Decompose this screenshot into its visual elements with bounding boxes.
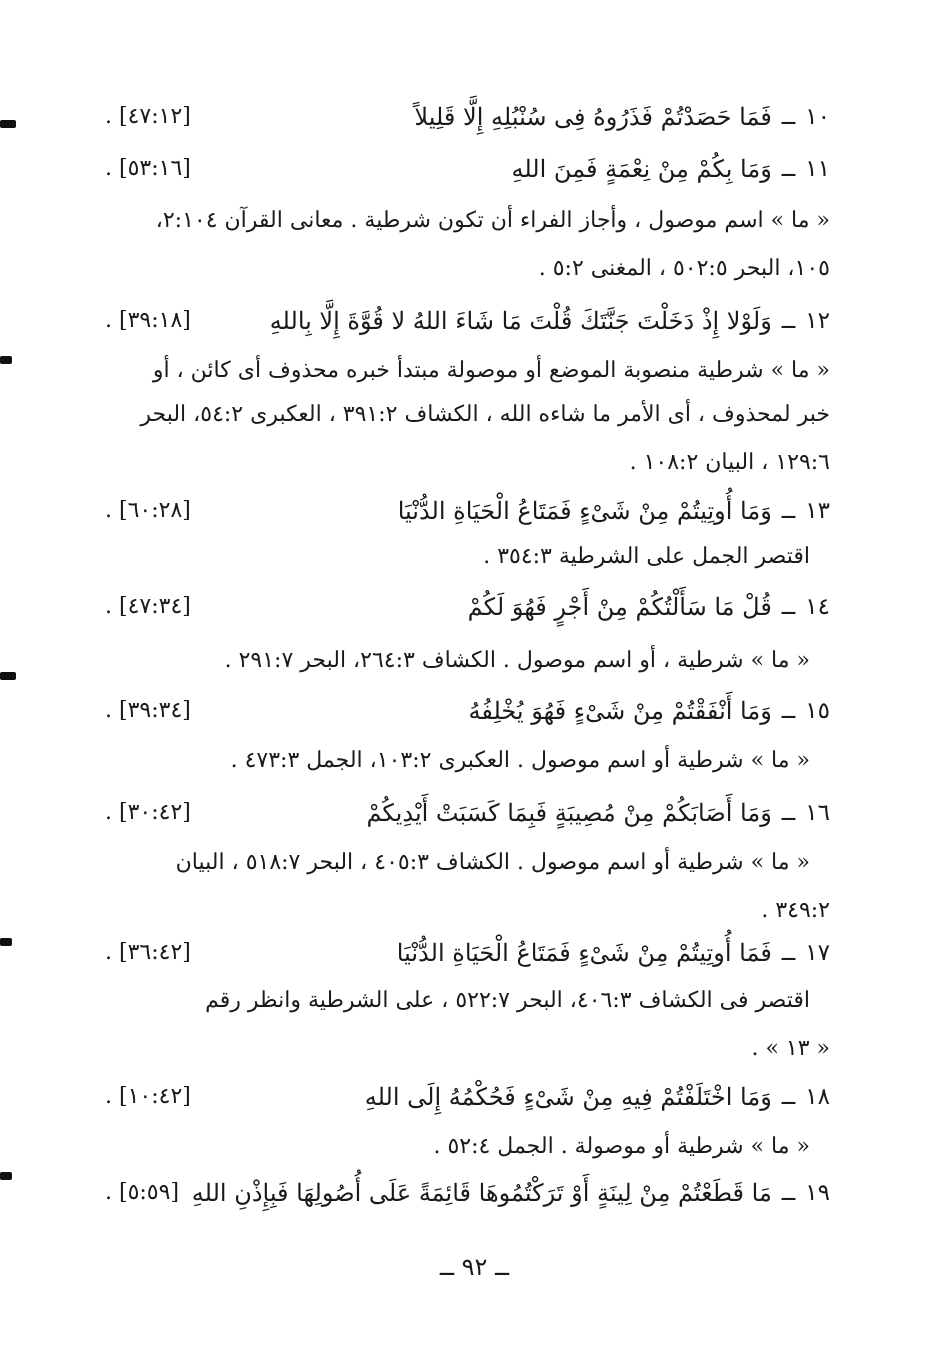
verse-dash: ــ xyxy=(781,104,796,130)
quran-text: فَمَا حَصَدْتُمْ فَذَرُوهُ فِى سُنْبُلِهِ إِلَّا قَلِيلاً xyxy=(414,103,772,131)
verse-number: ١٣ xyxy=(805,498,830,524)
verse-reference: [١٠:٤٢] . xyxy=(105,1084,191,1109)
commentary-line: « ما » اسم موصول ، وأجاز الفراء أن تكون شرطية . معانى القرآن ٢:١٠٤، xyxy=(155,208,830,233)
verse-dash: ــ xyxy=(781,698,796,724)
commentary-line: « ما » شرطية أو اسم موصول . الكشاف ٤٠٥:٣ ، البحر ٥١٨:٧ ، البيان xyxy=(175,850,810,875)
verse-dash: ــ xyxy=(781,156,796,182)
verse-line xyxy=(105,494,830,528)
verse-number: ١٩ xyxy=(805,1180,830,1206)
verse-dash: ــ xyxy=(781,800,796,826)
verse-line xyxy=(105,1080,830,1114)
quran-text: وَمَا أُوتِيتُمْ مِنْ شَىْءٍ فَمَتَاعُ الْحَيَاةِ الدُّنْيَا xyxy=(397,497,772,525)
margin-mark xyxy=(0,1172,12,1180)
commentary-line: « ما » شرطية أو موصولة . الجمل ٥٢:٤ . xyxy=(433,1134,810,1159)
verse-line xyxy=(105,694,830,728)
verse-dash: ــ xyxy=(781,940,796,966)
verse-line xyxy=(105,590,830,624)
commentary-line: اقتصر الجمل على الشرطية ٣٥٤:٣ . xyxy=(483,544,810,569)
page-number: ــ ٩٢ ــ xyxy=(439,1253,510,1281)
commentary-line: « ١٣ » . xyxy=(751,1036,830,1061)
verse-number: ١٠ xyxy=(805,104,830,130)
quran-text: وَلَوْلا إِذْ دَخَلْتَ جَنَّتَكَ قُلْتَ مَا شَاءَ اللهُ لا قُوَّةَ إِلَّا بِاللهِ xyxy=(269,307,772,335)
quran-text: وَمَا أَنْفَقْتُمْ مِنْ شَىْءٍ فَهُوَ يُخْلِفُهُ xyxy=(468,697,772,725)
commentary-line: « ما » شرطية ، أو اسم موصول . الكشاف ٢٦٤:٣، البحر ٢٩١:٧ . xyxy=(224,648,810,673)
verse-dash: ــ xyxy=(781,1180,796,1206)
commentary-line: ٣٤٩:٢ . xyxy=(761,898,830,923)
quran-text: مَا قَطَعْتُمْ مِنْ لِينَةٍ أَوْ تَرَكْتُمُوهَا قَائِمَةً عَلَى أُصُولِهَا فَبِإِذْنِ اللهِ xyxy=(191,1179,772,1207)
quran-text: قُلْ مَا سَأَلْتُكُمْ مِنْ أَجْرٍ فَهُوَ لَكُمْ xyxy=(467,593,772,621)
commentary-line: ١٢٩:٦ ، البيان ١٠٨:٢ . xyxy=(629,450,830,475)
verse-number: ١٦ xyxy=(805,800,830,826)
commentary-line: اقتصر فى الكشاف ٤٠٦:٣، البحر ٥٢٢:٧ ، على الشرطية وانظر رقم xyxy=(205,988,810,1013)
commentary-line: « ما » شرطية منصوبة الموضع أو موصولة مبتدأ خبره محذوف أى كائن ، أو xyxy=(152,358,830,383)
verse-dash: ــ xyxy=(781,308,796,334)
quran-text: وَمَا اخْتَلَفْتُمْ فِيهِ مِنْ شَىْءٍ فَحُكْمُهُ إِلَى اللهِ xyxy=(364,1083,772,1111)
verse-number: ١٢ xyxy=(805,308,830,334)
verse-number: ١٥ xyxy=(805,698,830,724)
verse-dash: ــ xyxy=(781,498,796,524)
verse-reference: [٤٧:٣٤] . xyxy=(105,594,191,619)
verse-reference: [٦٠:٢٨] . xyxy=(105,498,191,523)
margin-mark xyxy=(0,120,16,128)
verse-number: ١٨ xyxy=(805,1084,830,1110)
verse-reference: [٣٦:٤٢] . xyxy=(105,940,191,965)
verse-dash: ــ xyxy=(781,594,796,620)
verse-line xyxy=(105,796,830,830)
verse-number: ١١ xyxy=(805,156,830,182)
commentary-line: ١٠٥، البحر ٥٠٢:٥ ، المغنى ٥:٢ . xyxy=(538,256,830,281)
verse-reference: [٣٠:٤٢] . xyxy=(105,800,191,825)
verse-reference: [٣٩:١٨] . xyxy=(105,308,191,333)
verse-line xyxy=(105,304,830,338)
commentary-line: « ما » شرطية أو اسم موصول . العكبرى ١٠٣:٢، الجمل ٤٧٣:٣ . xyxy=(230,748,810,773)
verse-dash: ــ xyxy=(781,1084,796,1110)
margin-mark xyxy=(0,938,12,946)
verse-number: ١٤ xyxy=(805,594,830,620)
verse-reference: [٤٧:١٢] . xyxy=(105,104,191,129)
verse-reference: [٥٣:١٦] . xyxy=(105,156,191,181)
verse-line xyxy=(105,936,830,970)
verse-number: ١٧ xyxy=(805,940,830,966)
quran-text: وَمَا بِكُمْ مِنْ نِعْمَةٍ فَمِنَ اللهِ xyxy=(511,155,772,183)
margin-mark xyxy=(0,672,16,680)
verse-line xyxy=(105,100,830,134)
commentary-line: خبر لمحذوف ، أى الأمر ما شاءه الله ، الكشاف ٣٩١:٢ ، العكبرى ٥٤:٢، البحر xyxy=(140,402,830,427)
verse-line xyxy=(105,1176,830,1210)
verse-line xyxy=(105,152,830,186)
verse-reference: [٥:٥٩] . xyxy=(105,1180,180,1205)
quran-text: فَمَا أُوتِيتُمْ مِنْ شَىْءٍ فَمَتَاعُ الْحَيَاةِ الدُّنْيَا xyxy=(396,939,772,967)
margin-mark xyxy=(0,356,12,364)
quran-text: وَمَا أَصَابَكُمْ مِنْ مُصِيبَةٍ فَبِمَا كَسَبَتْ أَيْدِيكُمْ xyxy=(366,799,772,827)
verse-reference: [٣٩:٣٤] . xyxy=(105,698,191,723)
